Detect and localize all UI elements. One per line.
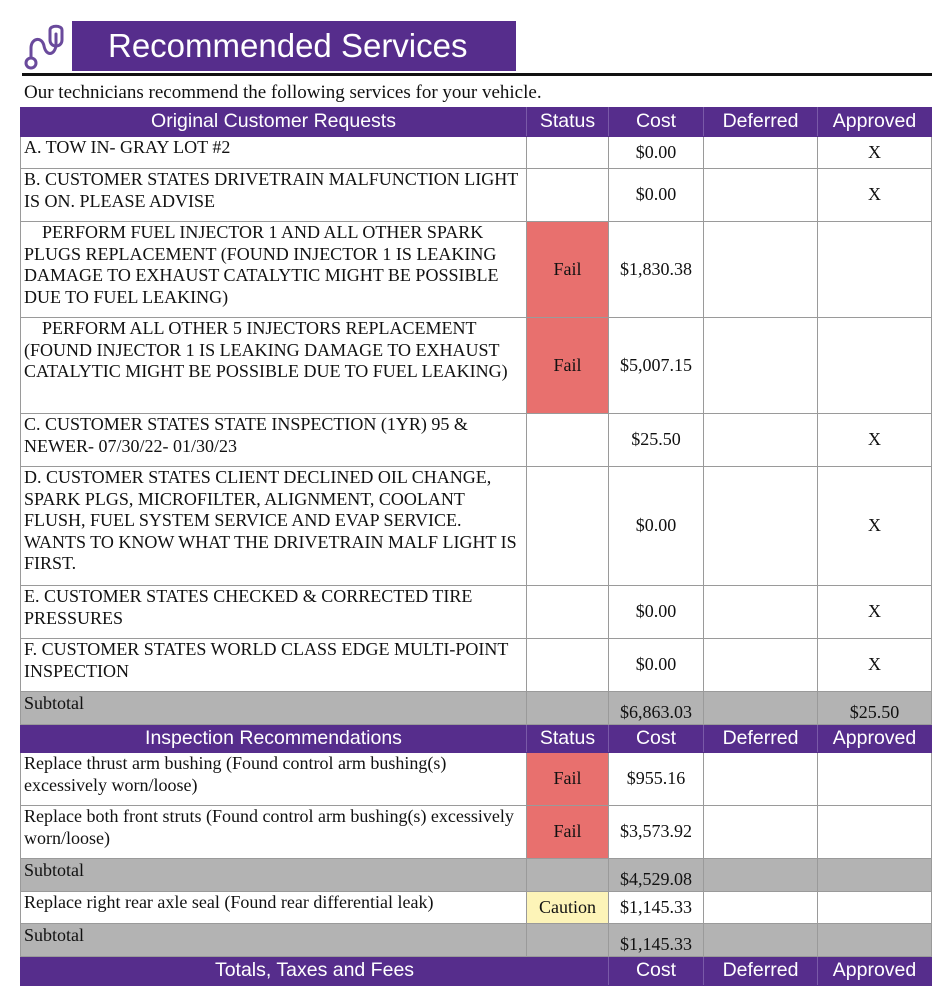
row-cost: $0.00 [609, 639, 704, 692]
row-deferred[interactable] [704, 639, 818, 692]
row-deferred[interactable] [704, 137, 818, 169]
col-header-cost: Cost [609, 108, 704, 137]
row-approved[interactable]: X [818, 137, 932, 169]
title-bar [72, 21, 516, 71]
col-header-totals: Totals, Taxes and Fees [21, 957, 609, 986]
table-row [21, 586, 932, 639]
row-cost: $0.00 [609, 467, 704, 586]
table-row [21, 222, 932, 318]
row-description-text: PERFORM FUEL INJECTOR 1 AND ALL OTHER SPARK PLUGS REPLACEMENT (FOUND INJECTOR 1 IS LEAKING DAMAGE TO EXHAUST CATALYTIC MIGHT BE POSSIBLE DUE TO FUEL LEAKING) [24, 222, 499, 307]
row-description-text: PERFORM ALL OTHER 5 INJECTORS REPLACEMENT (FOUND INJECTOR 1 IS LEAKING DAMAGE TO EXHAUST CATALYTIC MIGHT BE POSSIBLE DUE TO FUEL LEAKING) [24, 318, 508, 381]
table-row [21, 137, 932, 169]
row-cost: $1,145.33 [609, 892, 704, 924]
row-status [527, 639, 609, 692]
subtotal-deferred [704, 692, 818, 725]
row-status-fail: Fail [527, 222, 609, 318]
subtotal-status [527, 692, 609, 725]
subtotal-cost: $1,145.33 [609, 924, 704, 957]
col-header-description: Inspection Recommendations [21, 725, 527, 753]
row-status [527, 414, 609, 467]
subtotal-label: Subtotal [21, 924, 527, 957]
row-deferred[interactable] [704, 318, 818, 414]
row-approved[interactable] [818, 753, 932, 806]
table-row [21, 318, 932, 414]
page-title: Recommended Services [108, 27, 468, 64]
row-deferred[interactable] [704, 586, 818, 639]
subtotal-approved [818, 924, 932, 957]
table-row [21, 169, 932, 222]
row-approved[interactable]: X [818, 169, 932, 222]
row-cost: $955.16 [609, 753, 704, 806]
row-description: C. CUSTOMER STATES STATE INSPECTION (1YR) 95 & NEWER- 07/30/22- 01/30/23 [21, 414, 527, 467]
row-cost: $3,573.92 [609, 806, 704, 859]
row-cost: $1,830.38 [609, 222, 704, 318]
section-header-totals [21, 957, 932, 986]
row-deferred[interactable] [704, 892, 818, 924]
subtotal-cost: $6,863.03 [609, 692, 704, 725]
services-table [20, 107, 932, 986]
col-header-deferred: Deferred [704, 957, 818, 986]
col-header-cost: Cost [609, 725, 704, 753]
table-row [21, 414, 932, 467]
row-deferred[interactable] [704, 169, 818, 222]
section-header-customer-requests [21, 108, 932, 137]
header-divider [22, 73, 932, 76]
row-status-caution: Caution [527, 892, 609, 924]
stethoscope-icon [22, 22, 72, 72]
row-approved[interactable]: X [818, 414, 932, 467]
row-approved[interactable] [818, 318, 932, 414]
row-status [527, 137, 609, 169]
subtotal-status [527, 924, 609, 957]
row-description [21, 318, 527, 414]
subtotal-deferred [704, 859, 818, 892]
subtotal-row [21, 859, 932, 892]
row-approved[interactable] [818, 892, 932, 924]
row-cost: $0.00 [609, 586, 704, 639]
row-status-fail: Fail [527, 318, 609, 414]
col-header-cost: Cost [609, 957, 704, 986]
row-status-fail: Fail [527, 753, 609, 806]
row-status-fail: Fail [527, 806, 609, 859]
col-header-description: Original Customer Requests [21, 108, 527, 137]
subtotal-deferred [704, 924, 818, 957]
row-description: D. CUSTOMER STATES CLIENT DECLINED OIL CHANGE, SPARK PLGS, MICROFILTER, ALIGNMENT, COOLANT FLUSH, FUEL SYSTEM SERVICE AND EVAP SERVICE. WANTS TO KNOW WHAT THE DRIVETRAIN MALF LIGHT IS FIRST. [21, 467, 527, 586]
row-deferred[interactable] [704, 222, 818, 318]
row-cost: $0.00 [609, 169, 704, 222]
col-header-status: Status [527, 725, 609, 753]
table-row [21, 806, 932, 859]
subtotal-approved [818, 859, 932, 892]
row-deferred[interactable] [704, 753, 818, 806]
subtotal-cost: $4,529.08 [609, 859, 704, 892]
row-cost: $5,007.15 [609, 318, 704, 414]
row-cost: $0.00 [609, 137, 704, 169]
col-header-approved: Approved [818, 108, 932, 137]
col-header-approved: Approved [818, 725, 932, 753]
col-header-status: Status [527, 108, 609, 137]
row-approved[interactable]: X [818, 586, 932, 639]
subtotal-status [527, 859, 609, 892]
row-description: F. CUSTOMER STATES WORLD CLASS EDGE MULTI-POINT INSPECTION [21, 639, 527, 692]
subtotal-label: Subtotal [21, 859, 527, 892]
row-description [21, 222, 527, 318]
subtotal-row [21, 692, 932, 725]
col-header-deferred: Deferred [704, 725, 818, 753]
row-status [527, 586, 609, 639]
row-status [527, 467, 609, 586]
table-row [21, 639, 932, 692]
row-deferred[interactable] [704, 806, 818, 859]
row-status [527, 169, 609, 222]
intro-text: Our technicians recommend the following services for your vehicle. [24, 82, 542, 103]
table-row [21, 753, 932, 806]
row-description: E. CUSTOMER STATES CHECKED & CORRECTED TIRE PRESSURES [21, 586, 527, 639]
row-approved[interactable] [818, 806, 932, 859]
row-description: Replace right rear axle seal (Found rear differential leak) [21, 892, 527, 924]
row-approved[interactable]: X [818, 639, 932, 692]
row-approved[interactable]: X [818, 467, 932, 586]
row-description: Replace thrust arm bushing (Found control arm bushing(s) excessively worn/loose) [21, 753, 527, 806]
col-header-approved: Approved [818, 957, 932, 986]
section-header-inspection-recommendations [21, 725, 932, 753]
row-description: Replace both front struts (Found control arm bushing(s) excessively worn/loose) [21, 806, 527, 859]
row-approved[interactable] [818, 222, 932, 318]
table-row [21, 467, 932, 586]
row-cost: $25.50 [609, 414, 704, 467]
row-description: B. CUSTOMER STATES DRIVETRAIN MALFUNCTION LIGHT IS ON. PLEASE ADVISE [21, 169, 527, 222]
row-deferred[interactable] [704, 467, 818, 586]
header [22, 20, 932, 78]
table-row [21, 892, 932, 924]
row-deferred[interactable] [704, 414, 818, 467]
col-header-deferred: Deferred [704, 108, 818, 137]
subtotal-row [21, 924, 932, 957]
row-description: A. TOW IN- GRAY LOT #2 [21, 137, 527, 169]
subtotal-label: Subtotal [21, 692, 527, 725]
subtotal-approved: $25.50 [818, 692, 932, 725]
